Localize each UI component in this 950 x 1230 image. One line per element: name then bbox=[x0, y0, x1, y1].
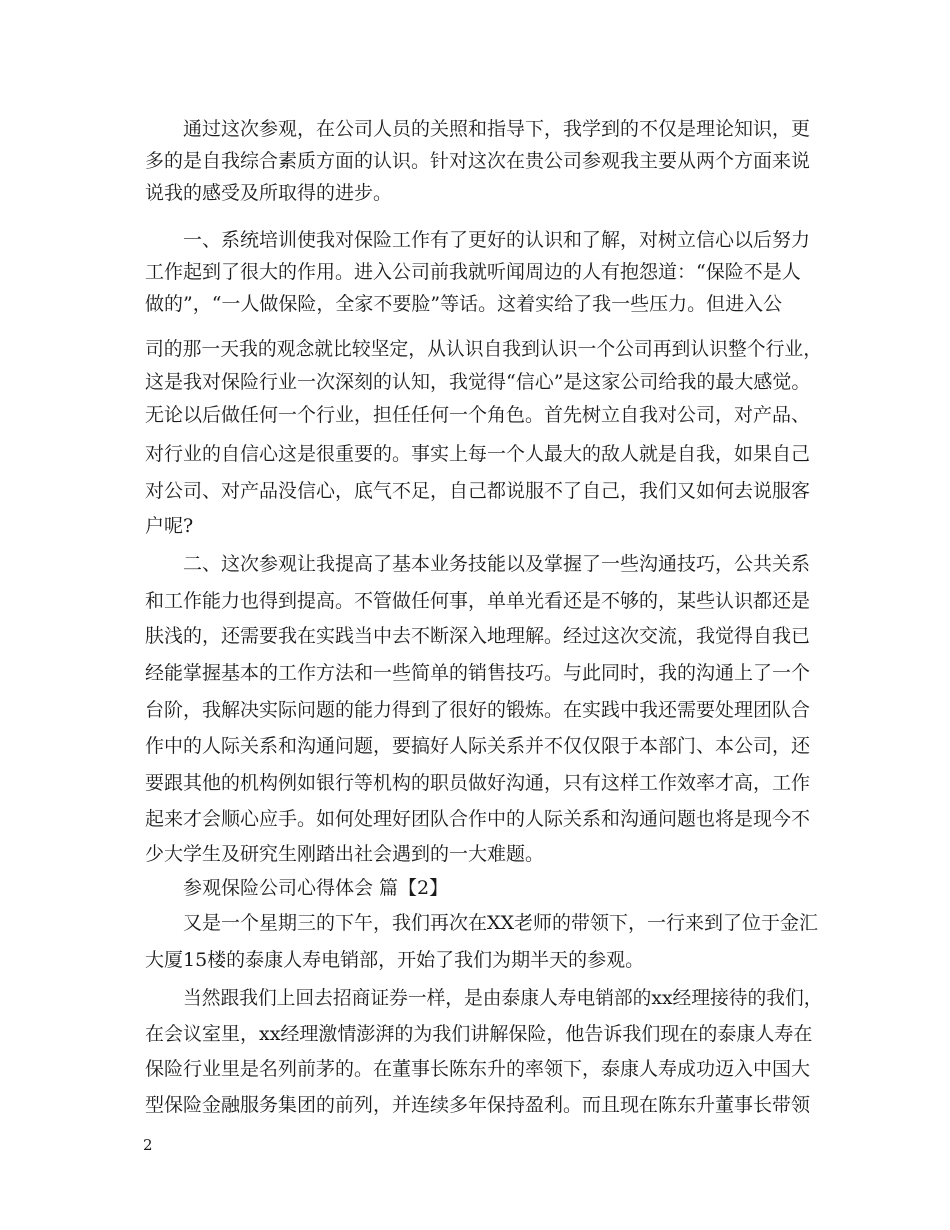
paragraph-line: 这是我对保险行业一次深刻的认知，我觉得“信心”是这家公司给我的最大感觉。 bbox=[145, 371, 811, 393]
paragraph-line: 做的”，“一人做保险，全家不要脸”等话。这着实给了我一些压力。但进入公 bbox=[145, 293, 783, 315]
paragraph-line: 一、系统培训使我对保险工作有了更好的认识和了解，对树立信心以后努力 bbox=[183, 229, 811, 251]
paragraph-line: 说我的感受及所取得的进步。 bbox=[145, 182, 393, 204]
paragraph-line: 作中的人际关系和沟通问题，要搞好人际关系并不仅仅限于本部门、本公司，还 bbox=[145, 735, 811, 757]
paragraph-line: 少大学生及研究生刚踏出社会遇到的一大难题。 bbox=[145, 843, 545, 865]
paragraph-line: 无论以后做任何一个行业，担任任何一个角色。首先树立自我对公司，对产品、 bbox=[145, 404, 811, 426]
paragraph-line: 台阶，我解决实际问题的能力得到了很好的锻炼。在实践中我还需要处理团队合 bbox=[145, 699, 811, 721]
paragraph-line: 户呢? bbox=[145, 515, 194, 537]
page-number: 2 bbox=[143, 1136, 153, 1154]
paragraph-line: 起来才会顺心应手。如何处理好团队合作中的人际关系和沟通问题也将是现今不 bbox=[145, 808, 811, 830]
paragraph-line: 多的是自我综合素质方面的认识。针对这次在贵公司参观我主要从两个方面来说 bbox=[145, 150, 811, 172]
paragraph-line: 经能掌握基本的工作方法和一些简单的销售技巧。与此同时，我的沟通上了一个 bbox=[145, 662, 811, 684]
paragraph-line: 司的那一天我的观念就比较坚定，从认识自我到认识一个公司再到认识整个行业， bbox=[145, 338, 823, 360]
paragraph-line: 又是一个星期三的下午，我们再次在XX老师的带领下，一行来到了位于金汇 bbox=[183, 912, 819, 934]
paragraph-line: 在会议室里，xx经理激情澎湃的为我们讲解保险，他告诉我们现在的泰康人寿在 bbox=[145, 1023, 813, 1045]
paragraph-line: 对行业的自信心这是很重要的。事实上每一个人最大的敌人就是自我，如果自己 bbox=[145, 443, 811, 465]
paragraph-line: 型保险金融服务集团的前列，并连续多年保持盈利。而且现在陈东升董事长带领 bbox=[145, 1094, 811, 1116]
section-heading: 参观保险公司心得体会 篇【2】 bbox=[183, 877, 449, 899]
paragraph-line: 通过这次参观，在公司人员的关照和指导下，我学到的不仅是理论知识，更 bbox=[183, 118, 811, 140]
paragraph-line: 保险行业里是名列前茅的。在董事长陈东升的率领下，泰康人寿成功迈入中国大 bbox=[145, 1058, 811, 1080]
paragraph-line: 二、这次参观让我提高了基本业务技能以及掌握了一些沟通技巧，公共关系 bbox=[183, 553, 811, 575]
paragraph-line: 肤浅的，还需要我在实践当中去不断深入地理解。经过这次交流，我觉得自我已 bbox=[145, 625, 811, 647]
paragraph-line: 工作起到了很大的作用。进入公司前我就听闻周边的人有抱怨道：“保险不是人 bbox=[145, 261, 801, 283]
paragraph-line: 和工作能力也得到提高。不管做任何事，单单光看还是不够的，某些认识都还是 bbox=[145, 590, 811, 612]
paragraph-line: 要跟其他的机构例如银行等机构的职员做好沟通，只有这样工作效率才高，工作 bbox=[145, 772, 811, 794]
paragraph-line: 当然跟我们上回去招商证券一样，是由泰康人寿电销部的xx经理接待的我们， bbox=[183, 987, 823, 1009]
paragraph-line: 大厦15楼的泰康人寿电销部，开始了我们为期半天的参观。 bbox=[145, 949, 645, 971]
paragraph-line: 对公司、对产品没信心，底气不足，自己都说服不了自己，我们又如何去说服客 bbox=[145, 480, 811, 502]
